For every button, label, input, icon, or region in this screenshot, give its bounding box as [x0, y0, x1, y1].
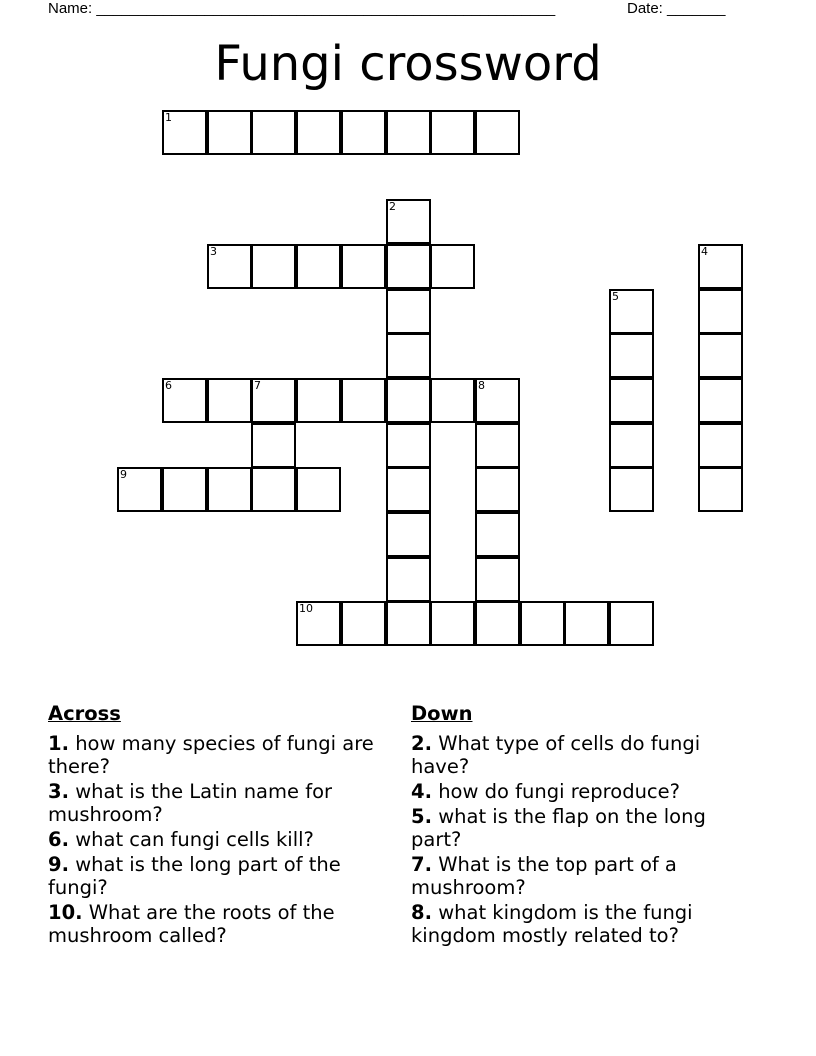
- grid-cell[interactable]: [698, 289, 743, 334]
- grid-cell[interactable]: [251, 110, 296, 155]
- grid-cell[interactable]: [475, 512, 520, 557]
- grid-cell[interactable]: [386, 601, 431, 646]
- grid-cell[interactable]: [475, 557, 520, 602]
- clue-number-label: 2: [389, 200, 396, 213]
- clue-number-label: 4: [701, 245, 708, 258]
- clue-number: 6.: [48, 828, 69, 851]
- clue-number-label: 9: [120, 468, 127, 481]
- grid-cell[interactable]: [386, 110, 431, 155]
- grid-cell[interactable]: [341, 244, 386, 289]
- grid-cell[interactable]: [520, 601, 565, 646]
- grid-cell[interactable]: [386, 557, 431, 602]
- grid-cell[interactable]: [475, 601, 520, 646]
- grid-cell[interactable]: [609, 467, 654, 512]
- grid-cell[interactable]: [564, 601, 609, 646]
- grid-cell[interactable]: [386, 378, 431, 423]
- clue-number: 8.: [411, 901, 432, 924]
- clue-number: 1.: [48, 732, 69, 755]
- clue-text: what kingdom is the fungi kingdom mostly related to?: [411, 901, 693, 947]
- grid-cell[interactable]: [609, 601, 654, 646]
- clue-across-1: [48, 732, 378, 778]
- grid-cell[interactable]: [207, 467, 252, 512]
- clue-number: 5.: [411, 805, 432, 828]
- grid-cell[interactable]: [341, 601, 386, 646]
- clue-down-5: [411, 805, 741, 851]
- grid-cell[interactable]: [430, 244, 475, 289]
- clue-number: 2.: [411, 732, 432, 755]
- grid-cell[interactable]: [296, 244, 341, 289]
- grid-cell[interactable]: [296, 378, 341, 423]
- grid-cell[interactable]: [475, 110, 520, 155]
- grid-cell[interactable]: [162, 110, 207, 155]
- name-field-line[interactable]: Name: _______________________________________________________: [48, 0, 556, 17]
- clue-number-label: 1: [165, 111, 172, 124]
- clue-number: 7.: [411, 853, 432, 876]
- clue-number-label: 8: [478, 379, 485, 392]
- grid-cell[interactable]: [698, 423, 743, 468]
- clue-number-label: 3: [210, 245, 217, 258]
- clue-down-2: [411, 732, 741, 778]
- clue-text: what is the flap on the long part?: [411, 805, 706, 851]
- grid-cell[interactable]: [207, 244, 252, 289]
- grid-cell[interactable]: [162, 467, 207, 512]
- grid-cell[interactable]: [609, 333, 654, 378]
- grid-cell[interactable]: [430, 110, 475, 155]
- grid-cell[interactable]: [162, 378, 207, 423]
- grid-cell[interactable]: [296, 110, 341, 155]
- grid-cell[interactable]: [698, 333, 743, 378]
- grid-cell[interactable]: [386, 244, 431, 289]
- page-title: Fungi crossword: [214, 36, 602, 92]
- clue-number: 9.: [48, 853, 69, 876]
- clue-text: What are the roots of the mushroom called?: [48, 901, 335, 947]
- clue-text: how many species of fungi are there?: [48, 732, 374, 778]
- grid-cell[interactable]: [251, 467, 296, 512]
- clue-text: what is the long part of the fungi?: [48, 853, 341, 899]
- grid-cell[interactable]: [386, 423, 431, 468]
- grid-cell[interactable]: [207, 110, 252, 155]
- grid-cell[interactable]: [251, 423, 296, 468]
- grid-cell[interactable]: [475, 378, 520, 423]
- clue-number: 3.: [48, 780, 69, 803]
- grid-cell[interactable]: [609, 289, 654, 334]
- clue-number: 10.: [48, 901, 83, 924]
- grid-cell[interactable]: [430, 378, 475, 423]
- grid-cell[interactable]: [386, 333, 431, 378]
- clue-text: What is the top part of a mushroom?: [411, 853, 677, 899]
- grid-cell[interactable]: [698, 378, 743, 423]
- grid-cell[interactable]: [475, 467, 520, 512]
- down-heading: Down: [411, 702, 473, 725]
- clue-across-6: [48, 828, 378, 851]
- grid-cell[interactable]: [341, 110, 386, 155]
- clue-number-label: 10: [299, 602, 313, 615]
- grid-cell[interactable]: [609, 378, 654, 423]
- clue-number-label: 5: [612, 290, 619, 303]
- down-clues: [411, 702, 741, 949]
- grid-cell[interactable]: [296, 467, 341, 512]
- grid-cell[interactable]: [430, 601, 475, 646]
- clue-down-4: [411, 780, 741, 803]
- clue-text: how do fungi reproduce?: [438, 780, 680, 803]
- across-clues: [48, 702, 378, 949]
- clue-number: 4.: [411, 780, 432, 803]
- clue-across-9: [48, 853, 378, 899]
- grid-cell[interactable]: [207, 378, 252, 423]
- grid-cell[interactable]: [475, 423, 520, 468]
- clue-across-3: [48, 780, 378, 826]
- grid-cell[interactable]: [698, 244, 743, 289]
- clue-down-8: [411, 901, 741, 947]
- clue-down-7: [411, 853, 741, 899]
- clue-number-label: 6: [165, 379, 172, 392]
- across-heading: Across: [48, 702, 121, 725]
- clue-text: What type of cells do fungi have?: [411, 732, 701, 778]
- grid-cell[interactable]: [386, 467, 431, 512]
- clue-text: what is the Latin name for mushroom?: [48, 780, 333, 826]
- grid-cell[interactable]: [117, 467, 162, 512]
- date-field-line[interactable]: Date: _______: [627, 0, 726, 17]
- grid-cell[interactable]: [386, 512, 431, 557]
- clue-number-label: 7: [254, 379, 261, 392]
- grid-cell[interactable]: [698, 467, 743, 512]
- clue-text: what can fungi cells kill?: [75, 828, 314, 851]
- grid-cell[interactable]: [609, 423, 654, 468]
- grid-cell[interactable]: [386, 289, 431, 334]
- grid-cell[interactable]: [251, 378, 296, 423]
- clue-across-10: [48, 901, 378, 947]
- grid-cell[interactable]: [251, 244, 296, 289]
- grid-cell[interactable]: [386, 199, 431, 244]
- grid-cell[interactable]: [296, 601, 341, 646]
- grid-cell[interactable]: [341, 378, 386, 423]
